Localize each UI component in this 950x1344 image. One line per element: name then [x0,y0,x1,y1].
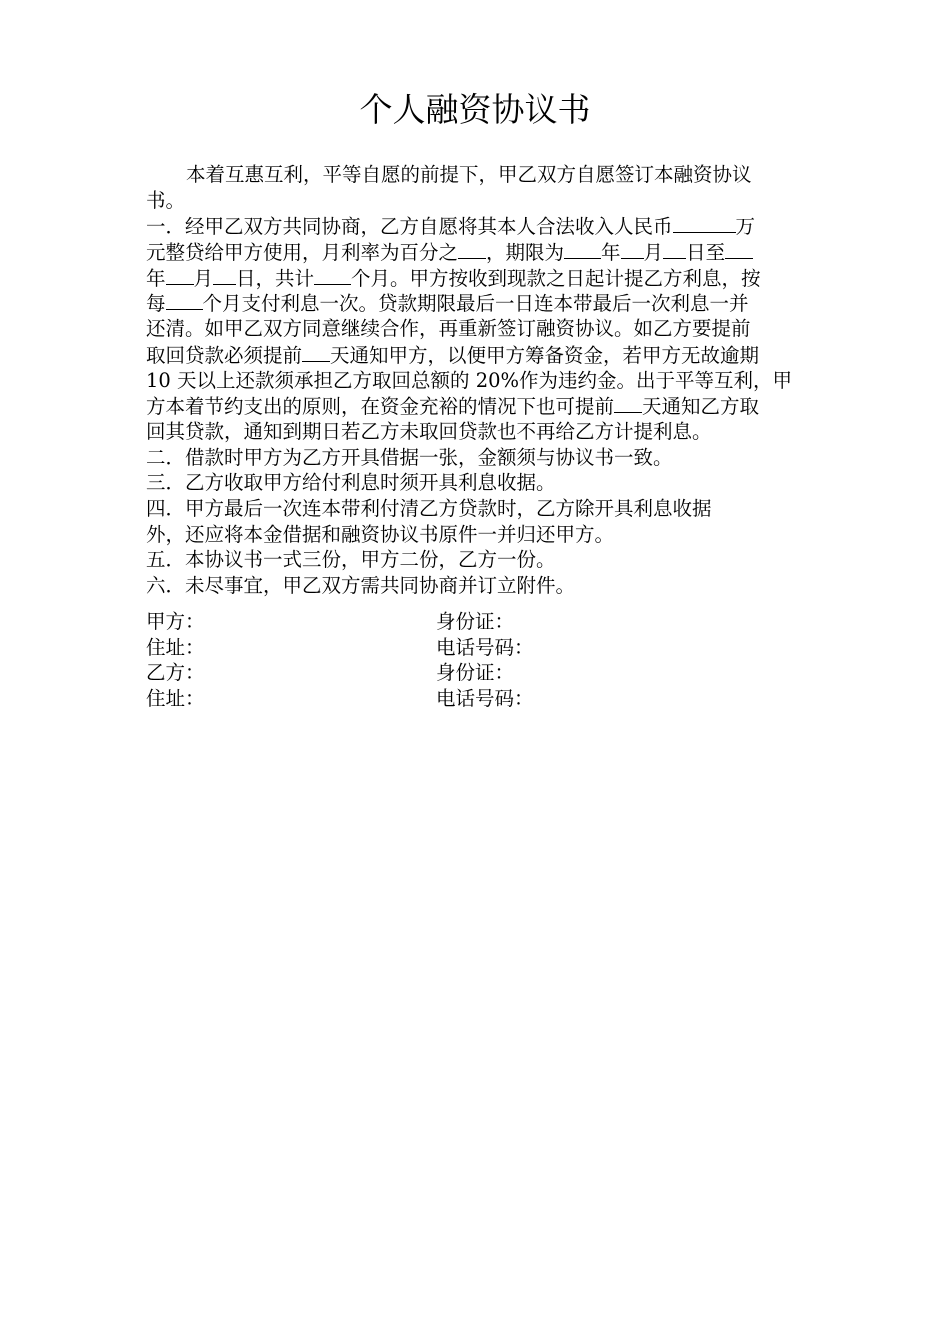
clause-line: 二．借款时甲方为乙方开具借据一张，金额须与协议书一致。 [146,445,673,469]
months-blank [314,265,351,285]
clause-line: 三．乙方收取甲方给付利息时须开具利息收据。 [146,471,556,495]
days-blank [302,342,330,362]
clause-1-line: 回其贷款，通知到期日若乙方未取回贷款也不再给乙方计提利息。 [146,419,712,443]
party-b-label: 乙方： [146,661,205,685]
clause-line: 四．甲方最后一次连本带利付清乙方贷款时，乙方除开具利息收据 [146,496,712,520]
address-a-label: 住址： [146,635,205,659]
phone-b-label: 电话号码： [436,687,534,711]
signature-row [146,635,806,661]
month-blank [166,265,194,285]
clause-1-line: 元整贷给甲方使用，月利率为百分之 ，期限为 年 月 日至 [146,239,806,265]
year-blank [725,239,753,259]
signature-row [146,686,806,712]
signature-row [146,660,806,686]
preamble-line: 本着互惠互利，平等自愿的前提下，甲乙双方自愿签订本融资协议 [186,163,752,186]
clause-line: 六．未尽事宜，甲乙双方需共同协商并订立附件。 [146,574,576,597]
month-blank [621,239,644,259]
address-b-label: 住址： [146,687,205,711]
day-blank [213,265,236,285]
year-blank [564,239,601,259]
amount-blank [673,213,736,233]
clause-1-line: 取回贷款必须提前 天通知甲方，以便甲方筹备资金，若甲方无故逾期 [146,343,760,367]
clause-1-line: 一．经甲乙双方共同协商，乙方自愿将其本人合法收入人民币 万 [146,215,756,239]
rate-blank [458,239,486,259]
clause-line: 五．本协议书一式三份，甲方二份，乙方一份。 [146,548,556,572]
clause-1-line: 还清。如甲乙双方同意继续合作，再重新签订融资协议。如乙方要提前 [146,317,751,341]
day-blank [663,239,686,259]
party-a-label: 甲方： [146,610,205,633]
clause-1-line: 年 月 日，共计 个月。甲方按收到现款之日起计提乙方利息，按 [146,266,761,290]
clause-line: 外，还应将本金借据和融资协议书原件一并归还甲方。 [146,522,615,546]
agreement-body [146,162,806,599]
clause-1-line: 方本着节约支出的原则，在资金充裕的情况下也可提前 天通知乙方取 [146,395,760,419]
signature-row [146,609,806,635]
id-b-label: 身份证： [436,661,515,685]
clause-1-line: 每 个月支付利息一次。贷款期限最后一日连本带最后一次利息一并 [146,292,749,316]
document-title: 个人融资协议书 [359,90,591,129]
phone-a-label: 电话号码： [436,635,534,659]
clause-1-line: 10 天以上还款须承担乙方取回总额的 20%作为违约金。出于平等互利，甲 [146,368,793,392]
preamble-line: 书。 [146,188,186,212]
signature-block [146,609,806,712]
days-blank [614,393,642,413]
period-blank [166,290,203,310]
id-a-label: 身份证： [436,610,515,633]
